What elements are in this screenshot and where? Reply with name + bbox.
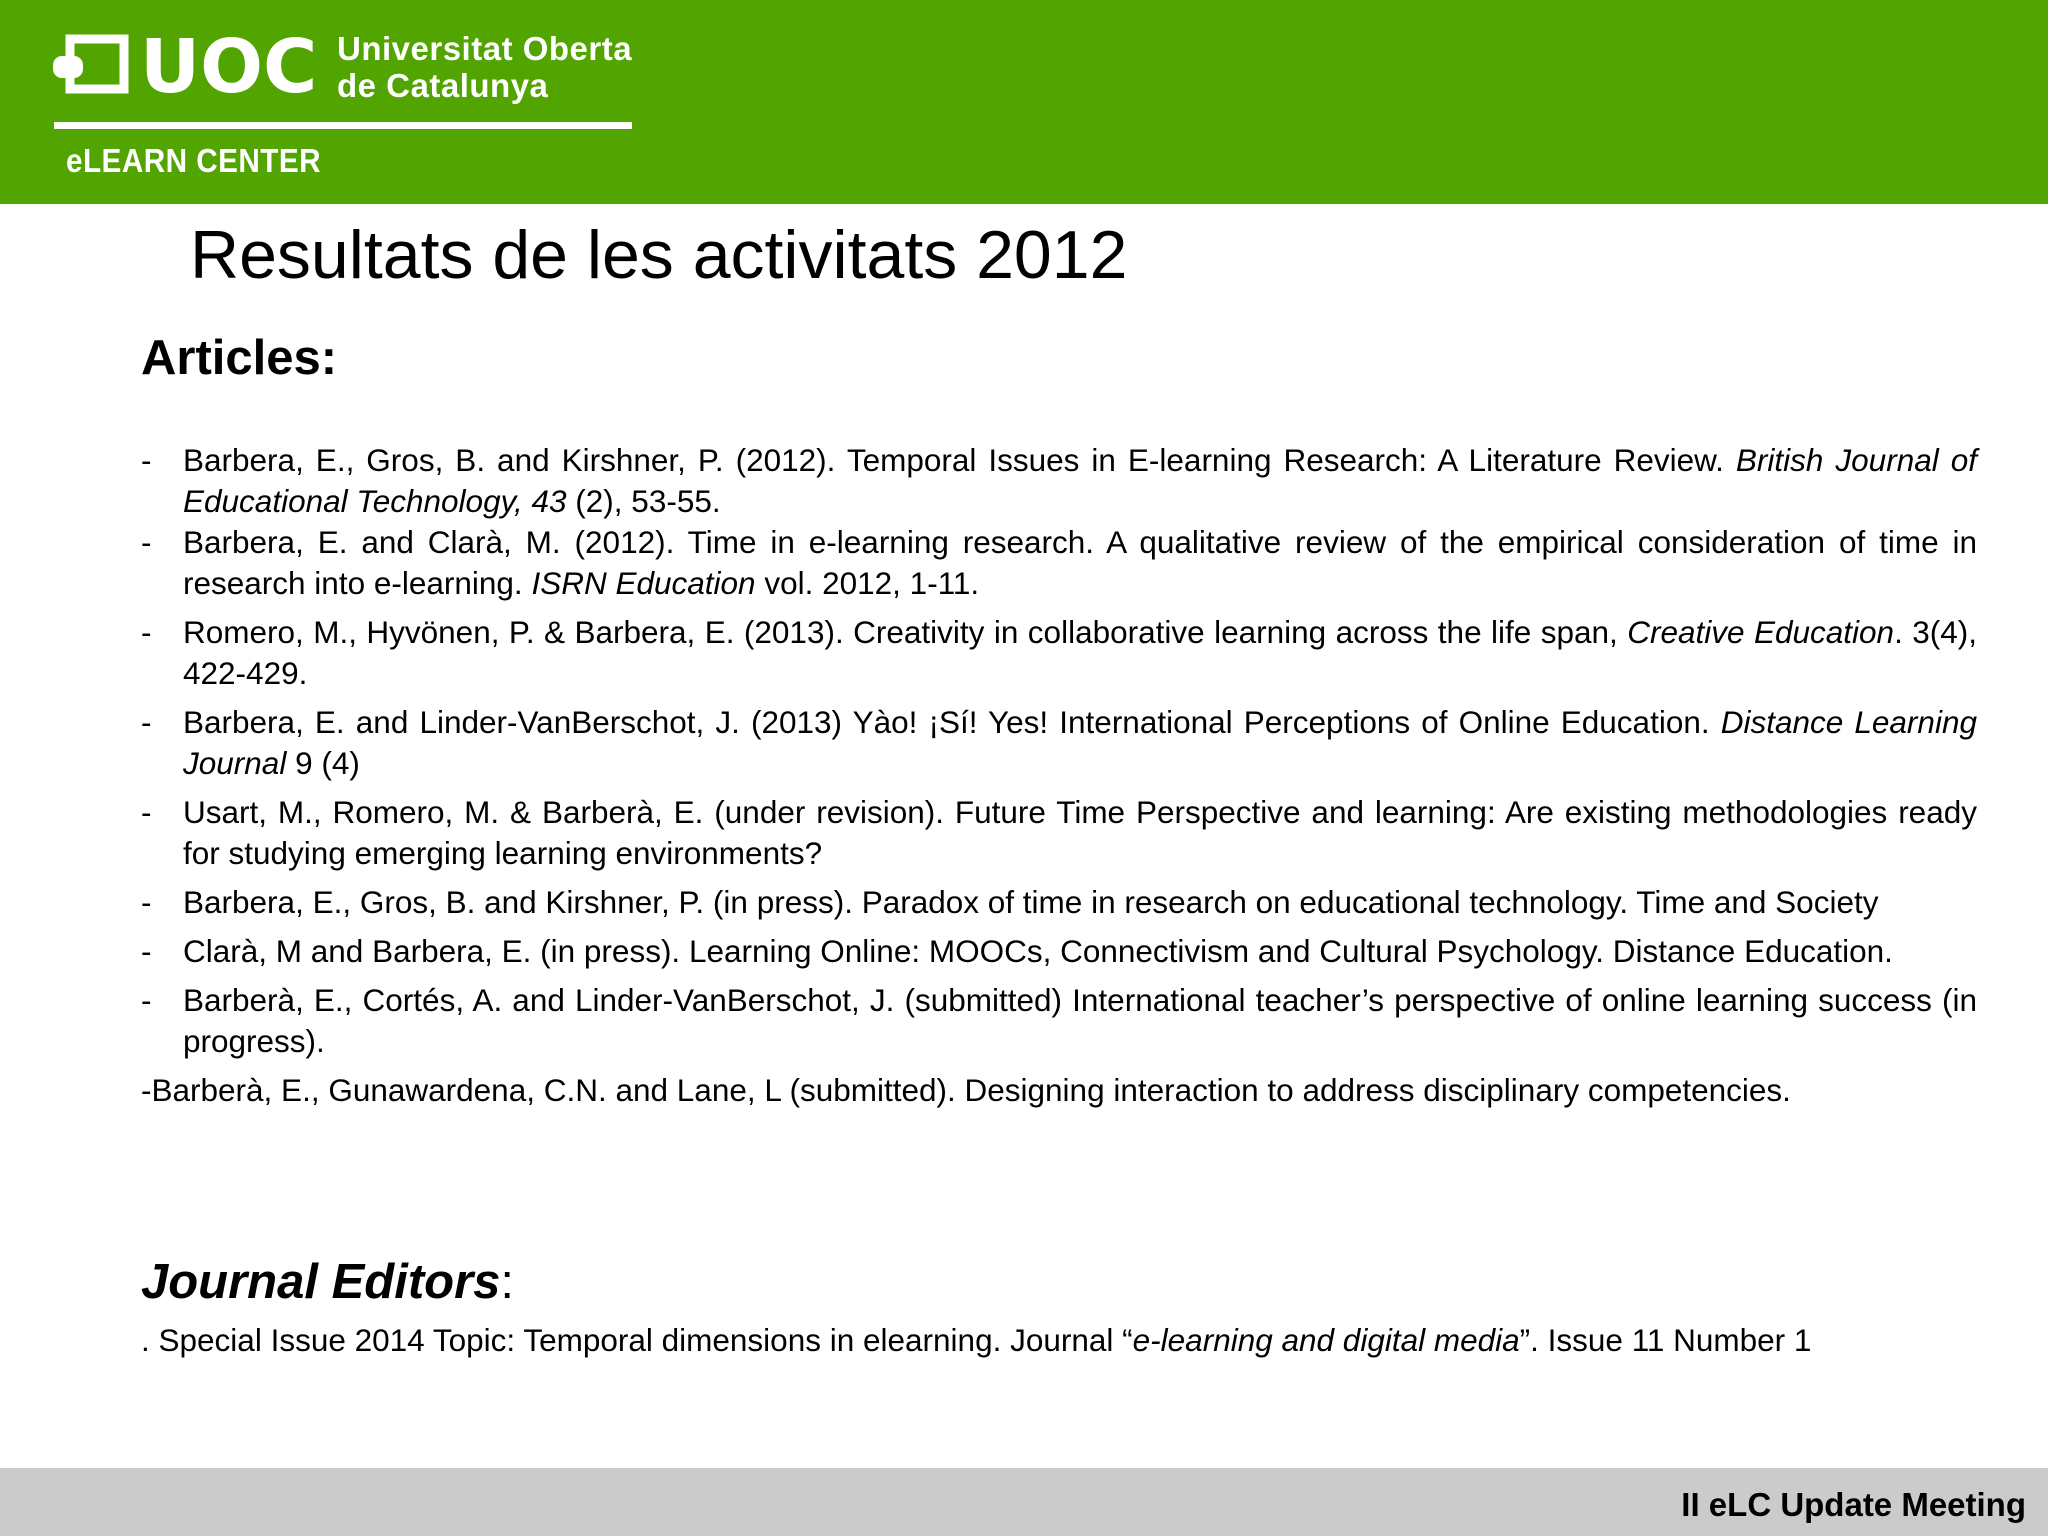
reference-text: Barbera, E. and Linder-VanBerschot, J. (2013) Yào! ¡Sí! Yes! International Perceptions of Online Education.: [183, 704, 1721, 740]
list-item: [141, 980, 1977, 1062]
special-issue-post: ”. Issue 11 Number 1: [1519, 1322, 1812, 1358]
journal-name: ISRN Education: [531, 565, 756, 601]
logo-text: UOC: [140, 30, 318, 102]
list-dash: -: [141, 524, 152, 560]
reference-tail: vol. 2012, 1-11.: [755, 565, 980, 601]
articles-list: [141, 440, 1977, 1111]
list-item: [141, 931, 1977, 972]
list-dash: -: [141, 442, 152, 478]
list-item: [141, 792, 1977, 874]
footer-text: II eLC Update Meeting: [1681, 1486, 2026, 1523]
footer-bar: [0, 1468, 2048, 1536]
list-item: [141, 702, 1977, 784]
journal-name: e-learning and digital media: [1132, 1322, 1520, 1358]
reference-tail: (2), 53-55.: [566, 483, 721, 519]
reference-text: Barbera, E., Gros, B. and Kirshner, P. (in press). Paradox of time in research on educational technology. Time and Society: [183, 884, 1879, 920]
reference-tail: 9 (4): [286, 745, 360, 781]
journal-name: British Journal of Educational Technology, 43: [183, 442, 1977, 519]
list-item: [141, 440, 1977, 522]
list-item: [141, 882, 1977, 923]
editors-heading-text: Journal Editors: [141, 1255, 501, 1309]
reference-text: Usart, M., Romero, M. & Barberà, E. (under revision). Future Time Perspective and learning: Are existing methodologies ready for studying emerging learning environments?: [183, 794, 1977, 871]
university-line-2: de Catalunya: [337, 67, 549, 104]
articles-heading: Articles:: [141, 331, 338, 385]
list-dash: -: [141, 794, 152, 830]
list-item: -Barberà, E., Gunawardena, C.N. and Lane, L (submitted). Designing interaction to address disciplinary competencies.: [141, 1072, 1791, 1108]
special-issue-text: [141, 1322, 1811, 1359]
university-line-1: Universitat Oberta: [337, 30, 633, 67]
reference-tail: . 3(4), 422-429.: [183, 614, 1978, 691]
uoc-logo-icon: [48, 30, 328, 102]
reference-text: Barbera, E., Gros, B. and Kirshner, P. (2012). Temporal Issues in E-learning Research: A Literature Review.: [183, 442, 1736, 478]
list-item: [141, 612, 1977, 694]
list-dash: -: [141, 982, 152, 1018]
reference-text: Barbera, E. and Clarà, M. (2012). Time in e-learning research. A qualitative review of the empirical consideration of time in research into e-learning.: [183, 524, 1977, 601]
center-name: eLEARN CENTER: [66, 142, 322, 179]
list-dash: -: [141, 614, 152, 650]
editors-heading-colon: :: [500, 1255, 515, 1309]
reference-text: Clarà, M and Barbera, E. (in press). Learning Online: MOOCs, Connectivism and Cultural Psychology. Distance Education.: [183, 933, 1893, 969]
journal-editors-heading: [141, 1254, 514, 1310]
special-issue-pre: . Special Issue 2014 Topic: Temporal dimensions in elearning. Journal “: [141, 1322, 1133, 1358]
journal-name: Creative Education: [1627, 614, 1895, 650]
list-dash: -: [141, 933, 152, 969]
reference-text: Barberà, E., Cortés, A. and Linder-VanBerschot, J. (submitted) International teacher’s perspective of online learning success (in progress).: [183, 982, 1977, 1059]
university-name: [337, 30, 632, 104]
header-divider: [54, 122, 632, 129]
page-title: Resultats de les activitats 2012: [190, 217, 1128, 293]
header-banner: [0, 0, 2048, 204]
list-dash: -: [141, 884, 152, 920]
reference-text: Romero, M., Hyvönen, P. & Barbera, E. (2013). Creativity in collaborative learning across the life span,: [183, 614, 1628, 650]
journal-name: Distance Learning Journal: [183, 704, 1977, 781]
list-item: [141, 522, 1977, 604]
list-dash: -: [141, 704, 152, 740]
